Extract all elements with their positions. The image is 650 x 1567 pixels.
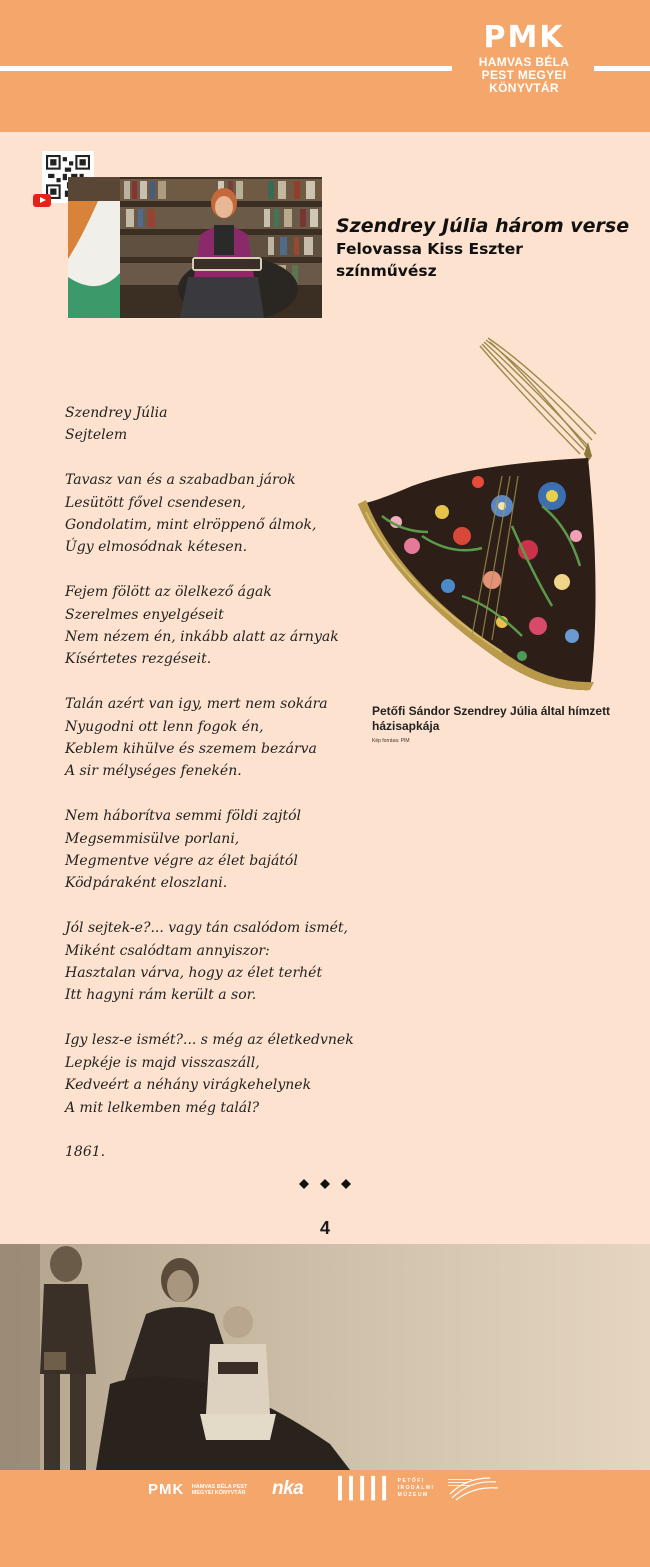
- poem-line: Gondolatim, mint elröppenő álmok,: [65, 517, 317, 534]
- poem-line: Igy lesz-e ismét?... s még az életkedvnek: [65, 1032, 354, 1049]
- section-divider: [298, 1176, 352, 1190]
- header-rule-right: [594, 66, 650, 71]
- poem-stanza-1: [65, 469, 365, 559]
- footer-pmk-line-2: MEGYEI KÖNYVTÁR: [191, 1489, 246, 1496]
- poem-line: Megsemmisülve porlani,: [65, 830, 240, 847]
- poem-line: Megmentve végre az élet bajától: [65, 853, 298, 870]
- poem-line: Tavasz van és a szabadban járok: [65, 472, 296, 489]
- footer-pim-text: [398, 1478, 435, 1499]
- footer-pmk-line-1: HAMVAS BÉLA PEST: [191, 1483, 248, 1490]
- footer-pim-line-3: MÚZEUM: [397, 1492, 429, 1498]
- poem-line: Itt hagyni rám került a sor.: [65, 987, 257, 1004]
- poem-stanza-2: [65, 581, 365, 671]
- footer-nka-logo[interactable]: nka: [272, 1478, 304, 1499]
- footer-pim-line-1: PETŐFI: [397, 1478, 425, 1484]
- poem-line: A sir mélységes fenekén.: [65, 763, 242, 780]
- poem-line: Jól sejtek-e?... vagy tán csalódom ismét,: [65, 920, 348, 937]
- footer-pim-logo[interactable]: [334, 1476, 434, 1501]
- caption-line-2: házisapkája: [372, 719, 440, 733]
- footer-pmk-mark: PMK: [148, 1481, 185, 1499]
- page-footer: [0, 1470, 650, 1567]
- embroidered-cap-image: [352, 336, 608, 698]
- diamond-icon: [341, 1179, 351, 1189]
- pim-bars-icon: ┃┃┃┃┃: [334, 1478, 390, 1500]
- image-caption: [372, 704, 612, 734]
- poem: [65, 402, 365, 1186]
- image-credit: Kép forrása: PIM: [372, 738, 410, 744]
- poem-stanza-4: [65, 805, 365, 895]
- library-logo[interactable]: [462, 20, 586, 95]
- video-thumbnail[interactable]: [68, 177, 322, 318]
- video-subtitle-line-1: Felovassa Kiss Eszter: [336, 240, 523, 258]
- footer-pmk-text: [192, 1484, 248, 1496]
- video-title: Szendrey Júlia három verse: [336, 215, 630, 237]
- poem-line: Szerelmes enyelgéseit: [65, 606, 224, 623]
- poem-line: Nem nézem én, inkább alatt az árnyak: [65, 629, 339, 646]
- page-number: 4: [319, 1218, 330, 1238]
- video-subtitle-line-2: színművész: [336, 262, 437, 280]
- poem-line: Nem háborítva semmi földi zajtól: [65, 808, 302, 825]
- poem-line: Talán azért van igy, mert nem sokára: [65, 696, 328, 713]
- poem-stanza-5: [65, 917, 365, 1007]
- poem-line: Keblem kihülve és szemem bezárva: [65, 741, 317, 758]
- poem-line: Úgy elmosódnak kétesen.: [65, 539, 248, 556]
- youtube-icon[interactable]: [33, 194, 51, 207]
- poem-author: Szendrey Júlia: [65, 405, 168, 421]
- poem-heading: [65, 402, 365, 447]
- poem-stanza-3: [65, 693, 365, 783]
- footer-pmk-logo[interactable]: [148, 1481, 247, 1499]
- poem-title: Sejtelem: [65, 427, 128, 444]
- poem-line: Ködpáraként eloszlani.: [65, 875, 228, 892]
- footer-pim-line-2: IRODALMI: [397, 1485, 435, 1491]
- logo-line-2: PEST MEGYEI: [481, 68, 567, 82]
- poem-line: Kedveért a néhány virágkehelynek: [65, 1077, 312, 1094]
- poem-line: A mit lelkemben még talál?: [65, 1099, 260, 1116]
- poem-line: Hasztalan várva, hogy az élet terhét: [65, 965, 323, 982]
- logo-line-1: HAMVAS BÉLA: [478, 55, 570, 69]
- poem-date: [65, 1141, 365, 1163]
- poem-line: Nyugodni ott lenn fogok én,: [65, 718, 264, 735]
- header-rule-left: [0, 66, 452, 71]
- family-photo: [0, 1244, 650, 1470]
- footer-partner-logo[interactable]: [446, 1476, 500, 1502]
- poem-line: Lesütött fővel csendesen,: [65, 494, 246, 511]
- diamond-icon: [320, 1179, 330, 1189]
- logo-mark: PMK: [483, 20, 565, 55]
- video-title-block: [336, 214, 636, 282]
- poem-line: Miként csalódtam annyiszor:: [65, 942, 270, 959]
- logo-line-3: KÖNYVTÁR: [489, 81, 559, 95]
- diamond-icon: [299, 1179, 309, 1189]
- poem-line: Lepkéje is majd visszaszáll,: [65, 1054, 260, 1071]
- page-header: [0, 0, 650, 132]
- poem-stanza-6: [65, 1029, 365, 1119]
- poem-line: Fejem fölött az ölelkező ágak: [65, 584, 272, 601]
- poem-year: 1861.: [65, 1144, 106, 1161]
- caption-line-1: Petőfi Sándor Szendrey Júlia által hímzett: [372, 704, 611, 718]
- poem-line: Kísértetes rezgéseit.: [65, 651, 212, 668]
